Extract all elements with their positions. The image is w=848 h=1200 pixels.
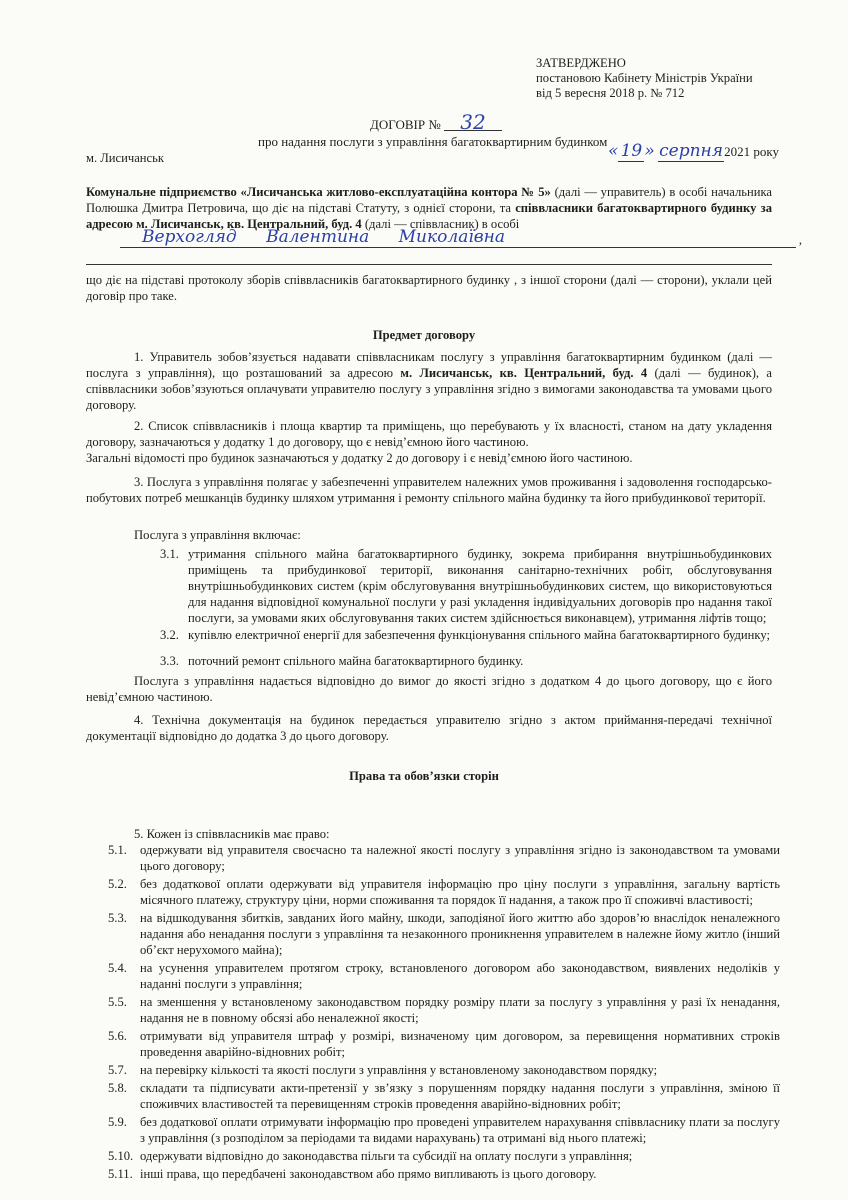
clause-1-address: м. Лисичанськ, кв. Центральний, буд. 4 [400,366,648,380]
parties-text-1: (далі — управитель) в особі начальника Полюшка Дмитра Петровича, що діє на підставі Статуту, з однієї сторони, та [86,185,772,215]
right-5-5 [108,994,780,1026]
item-number: 5.11. [108,1167,133,1181]
contract-number: 32 [444,114,502,131]
item-text: складати та підписувати акти-претензії у зв’язку з порушенням порядку надання послуги з управління, зміною її споживчих властивостей та перевищенням строків проведення аварійно-відновних робіт; [140,1081,780,1111]
date-quote-close: » [644,141,655,161]
right-5-11 [108,1166,780,1182]
item-number: 5.8. [108,1081,127,1095]
item-number: 5.5. [108,995,127,1009]
clause-5: 5. Кожен із співвласників має право: [134,827,330,841]
clause-3: 3. Послуга з управління полягає у забезпеченні управителем належних умов проживання і задоволення господарсько-побутових потреб мешканців будинку шляхом утримання і ремонту спільного майна будинку та його прибудинкової території. [86,475,772,505]
item-text: на зменшення у встановленому законодавством порядку розміру плати за послугу з управління у разі їх ненадання, надання не в повному обсязі або неналежної якості; [140,995,780,1025]
approval-line-2: від 5 вересня 2018 р. № 712 [536,86,685,100]
quality-paragraph: Послуга з управління надається відповідно до вимог до якості згідно з додатком 4 до цього договору, що є його невід’ємною частиною. [86,674,772,704]
parties-paragraph-2: що діє на підставі протоколу зборів співвласників багатоквартирного будинку , з іншої сторони (далі — сторони), уклали цей договір про таке. [86,273,772,303]
right-5-8 [108,1080,780,1112]
clause-4: 4. Технічна документація на будинок передається управителю згідно з актом приймання-передачі технічної документації відповідно до додатка 3 до цього договору. [86,713,772,743]
owner-name: Верхогляд Валентина Миколаївна [142,227,505,247]
item-number: 3.2. [160,628,179,642]
owner-name-trail: , [798,233,802,247]
parties-text-2: (далі — співвласник) в особі [361,217,520,231]
item-number: 5.6. [108,1029,127,1043]
item-text: без додаткової оплати отримувати інформацію про проведені управителем нарахування співвласнику плати за послугу з управління (з розподілом за періодами та видами нарахувань) та отримані від нього платежі; [140,1115,780,1145]
section-title-rights: Права та обов’язки сторін [349,769,499,783]
item-text: інші права, що передбачені законодавством або прямо випливають із цього договору. [140,1167,597,1181]
item-text: на усунення управителем протягом строку, встановленого договором або законодавством, виявлених недоліків у наданні послуги з управління; [140,961,780,991]
right-5-4 [108,960,780,992]
right-5-6 [108,1028,780,1060]
contract-title [370,110,502,134]
blank-line [86,252,772,265]
item-3-2 [160,627,772,643]
item-text: на перевірку кількості та якості послуги з управління у встановленому законодавством порядку; [140,1063,658,1077]
clause-1 [86,349,772,413]
contract-subtitle: про надання послуги з управління багатоквартирним будинком [258,134,608,149]
right-5-1 [108,842,780,874]
owner-name-line [120,227,802,248]
date-day: 19 [618,141,644,162]
item-3-1 [160,546,772,626]
clause-2: 2. Список співвласників і площа квартир та приміщень, що перебувають у їх власності, станом на дату укладення договору, зазначаються у додатку 1 до договору, що є невід’ємною його частиною. [86,419,772,449]
item-text: отримувати від управителя штраф у розмірі, визначеному цим договором, за перевищення нормативних строків проведення аварійно-відновних робіт; [140,1029,780,1059]
item-text: одержувати від управителя своєчасно та належної якості послугу з управління згідно із законодавством та умовами цього договору; [140,843,780,873]
right-5-9 [108,1114,780,1146]
item-number: 3.3. [160,654,179,668]
owners-address: співвласники багатоквартирного будинку за адресою м. Лисичанськ, кв. Центральний, буд. 4 [86,201,772,231]
item-text: на відшкодування збитків, завданих його майну, шкоди, заподіяної його життю або здоров’ю внаслідок неналежного надання або ненадання послуги з управління та незаконного проникнення управителем в належне йому житло (інший об’єкт нерухомого майна); [140,911,780,957]
date-month: серпня [659,141,723,161]
city: м. Лисичанськ [86,151,164,165]
contract-date [608,141,779,162]
clause-1-text-b: (далі — будинок), а співвласники зобов’язуються оплачувати управителю послугу з управління згідно з вимогами законодавства та умовами цього договору. [86,366,772,412]
section-title-subject: Предмет договору [372,328,476,342]
item-text: поточний ремонт спільного майна багатоквартирного будинку. [188,654,524,668]
item-text: утримання спільного майна багатоквартирного будинку, зокрема прибирання внутрішньобудинкових приміщень та прибудинкової території, виконання санітарно-технічних робіт, обслуговування внутрішньобудинкових систем (крім обслуговування внутрішньобудинкових систем, що використовуються для надання відповідної комунальної послуги у разі укладення індивідуальних договорів про надання такої послуги, за умовами яких обслуговування таких систем здійснюється виконавцем), утримання ліфтів тощо; [188,547,772,625]
item-number: 5.9. [108,1115,127,1129]
manager-name: Комунальне підприємство «Лисичанська житлово-експлуатаційна контора № 5» [86,185,551,199]
item-number: 5.2. [108,877,127,891]
clause-1-text-a: 1. Управитель зобов’язується надавати співвласникам послугу з управління багатоквартирним будинком (далі — послуга з управління), що розташований за адресою [86,350,772,380]
rights-list [108,842,780,1182]
parties-paragraph [86,184,772,232]
right-5-7 [108,1062,780,1078]
right-5-3 [108,910,780,958]
item-text: без додаткової оплати одержувати від управителя інформацію про ціну послуги з управління, загальну вартість місячного платежу, структуру ціни, норми споживання та порядок її надання, а також про її споживчі властивості; [140,877,780,907]
approval-title: ЗАТВЕРДЖЕНО [536,56,626,70]
item-number: 5.1. [108,843,127,857]
right-5-2 [108,876,780,908]
item-number: 5.10. [108,1149,134,1163]
item-text: одержувати відповідно до законодавства пільги та субсидії на оплату послуги з управління; [140,1149,633,1163]
item-number: 3.1. [160,547,179,561]
item-3-3 [160,653,772,669]
approval-block [536,56,826,101]
item-text: купівлю електричної енергії для забезпечення функціонування спільного майна багатоквартирного будинку; [188,628,770,642]
contract-label: ДОГОВІР № [370,117,441,132]
date-year: 2021 року [724,144,779,159]
approval-line-1: постановою Кабінету Міністрів України [536,71,753,85]
includes-label: Послуга з управління включає: [134,528,301,542]
item-number: 5.7. [108,1063,127,1077]
right-5-10 [108,1148,780,1164]
date-quote-open: « [608,141,619,161]
item-number: 5.4. [108,961,127,975]
item-number: 5.3. [108,911,127,925]
clause-2-note: Загальні відомості про будинок зазначаються у додатку 2 до договору і є невід’ємною його частиною. [86,451,633,465]
